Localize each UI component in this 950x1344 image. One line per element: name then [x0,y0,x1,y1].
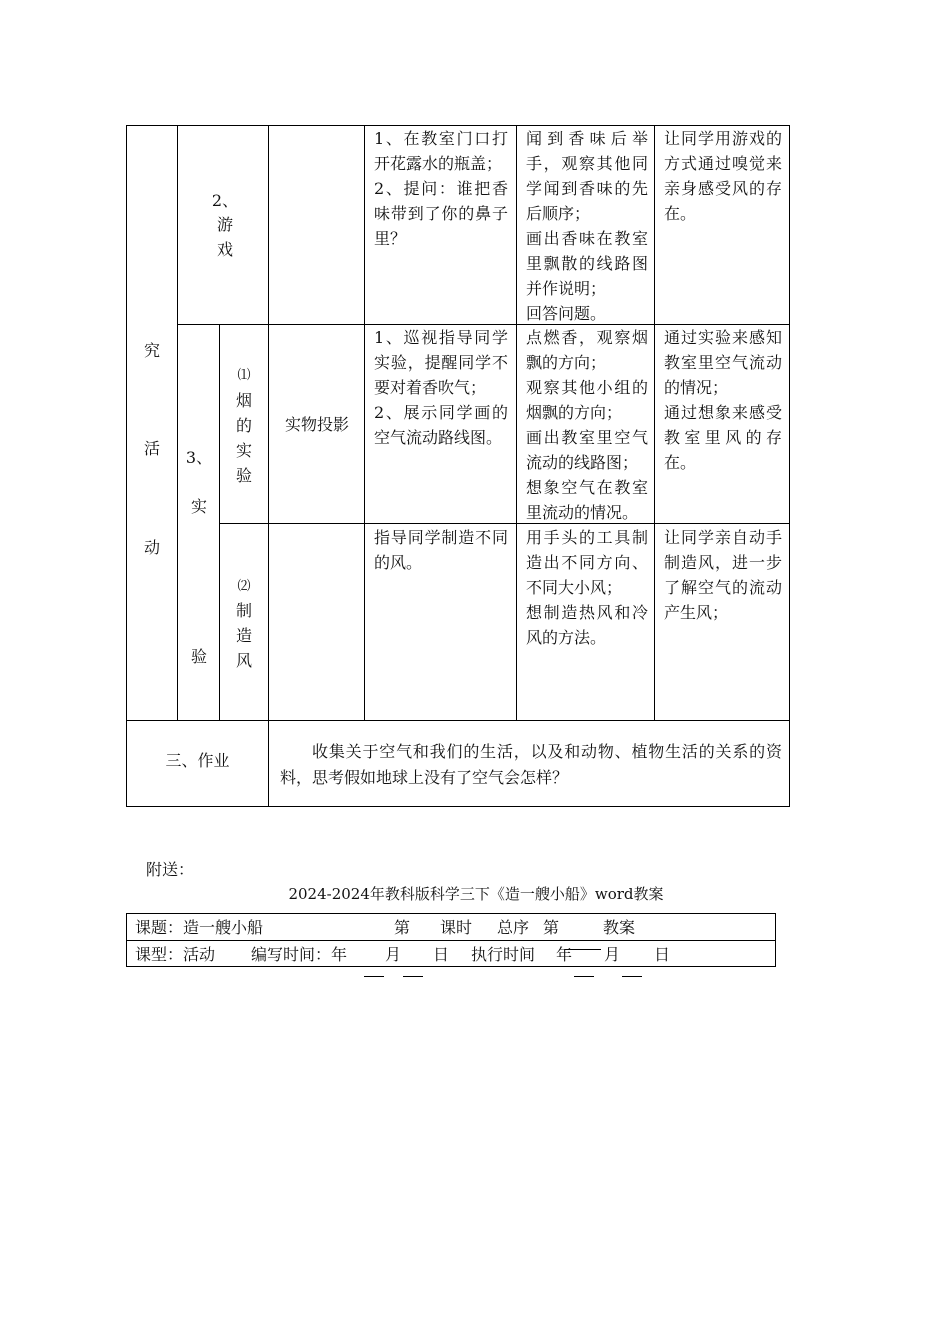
smoke-teacher-activity: 1、巡视指导同学实验，提醒同学不要对着香吹气； 2、展示同学画的空气流动路线图。 [374,328,508,447]
lesson-zongxu: 总序 [497,918,530,937]
side-label-char: 究 [143,341,160,360]
exec-day: 日 [654,945,671,964]
smoke-step-char: 的 [235,416,252,435]
lesson-di-2: 第 [543,918,560,937]
wind-step-char: 制 [235,601,252,620]
game-design-intent: 让同学用游戏的方式通过嗅觉来亲身感受风的存在。 [664,129,782,223]
side-label-char: 活 [143,439,160,458]
write-year-blank [364,960,384,977]
game-step-char: 游 [216,215,233,234]
homework-label: 三、作业 [165,751,230,770]
wind-design-intent: 让同学亲自动手制造风，进一步了解空气的流动产生风； [664,528,782,622]
side-label-char: 动 [143,538,160,557]
appendix-label: 附送： [146,860,195,879]
smoke-step-char: 验 [235,466,252,485]
exec-month-blank [622,960,642,977]
homework-text: 收集关于空气和我们的生活，以及和动物、植物生活的关系的资料，思考假如地球上没有了空气会怎样？ [280,742,782,787]
appendix-title: 2024-2024年教科版科学三下《造一艘小船》word教案 [288,885,664,903]
experiment-char: 验 [190,647,207,666]
exec-month: 月 [604,945,621,964]
exec-year-blank [574,960,594,977]
wind-step-char: 造 [235,626,252,645]
wind-teacher-activity: 指导同学制造不同的风。 [374,528,508,572]
experiment-number: 3、 [185,448,213,467]
lesson-di: 第 [394,918,411,937]
type-label: 课型：活动 [135,945,216,964]
exec-year: 年 [556,945,573,964]
wind-student-activity: 用手头的工具制造出不同方向、不同大小风； 想制造热风和冷风的方法。 [526,528,648,647]
smoke-student-activity: 点燃香，观察烟飘的方向； 观察其他小组的烟飘的方向； 画出教室里空气流动的线路图； 想象空气在教室里流动的情况。 [526,328,648,522]
write-day: 日 [433,945,450,964]
lesson-keshi: 课时 [440,918,473,937]
write-month-blank [403,960,423,977]
write-time-label: 编写时间：年 [251,945,348,964]
smoke-design-intent: 通过实验来感知教室里空气流动的情况； 通过想象来感受教室里风的存在。 [664,328,782,472]
smoke-media: 实物投影 [284,415,349,434]
smoke-step-char: 烟 [235,391,252,410]
smoke-step-number: ⑴ [237,368,251,383]
lesson-jiaoan: 教案 [603,918,636,937]
game-student-activity: 闻到香味后举手，观察其他同学闻到香味的先后顺序； 画出香味在教室里飘散的线路图并作说明； 回答问题。 [526,129,648,323]
wind-step-char: 风 [235,651,252,670]
wind-step-number: ⑵ [237,579,251,594]
exec-time-label: 执行时间 [471,945,536,964]
game-teacher-activity: 1、在教室门口打开花露水的瓶盖； 2、提问：谁把香味带到了你的鼻子里？ [374,129,508,248]
game-step-char: 戏 [216,240,233,259]
experiment-char: 实 [190,497,207,516]
smoke-step-char: 实 [235,441,252,460]
topic-label: 课题：造一艘小船 [135,918,264,937]
write-month: 月 [385,945,402,964]
game-step-number: 2、 [211,191,239,210]
